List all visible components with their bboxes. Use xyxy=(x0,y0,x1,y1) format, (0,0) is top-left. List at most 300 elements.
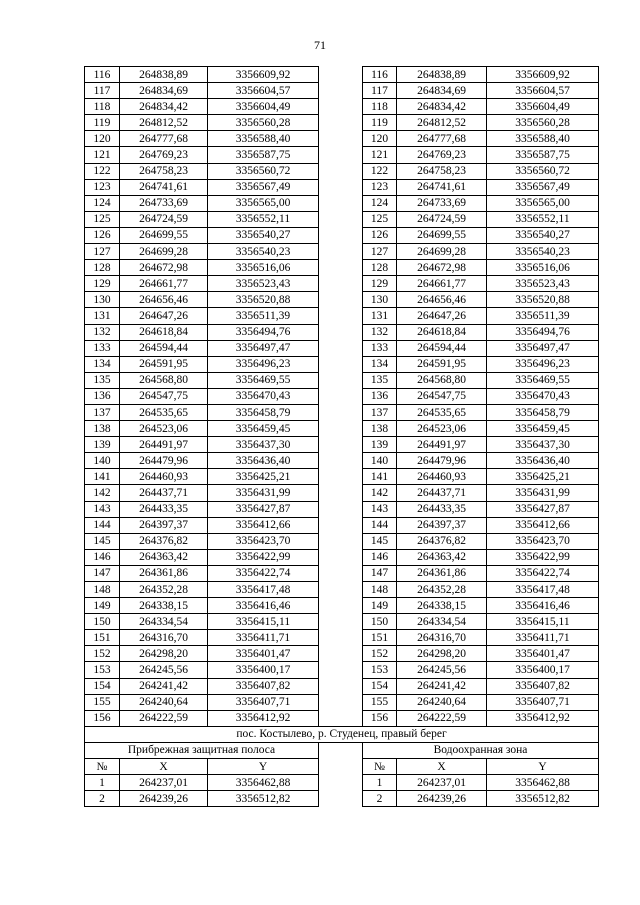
column-gap xyxy=(319,421,363,437)
column-gap xyxy=(319,565,363,581)
column-gap xyxy=(319,67,363,83)
table-row xyxy=(85,292,599,308)
table-row xyxy=(85,678,599,694)
left-x-value: 264245,56 xyxy=(120,662,208,678)
right-x-value: 264460,93 xyxy=(397,469,487,485)
left-point-number: 141 xyxy=(85,469,120,485)
left-point-number: 127 xyxy=(85,244,120,260)
right-point-number: 152 xyxy=(363,646,397,662)
right-x-value: 264834,69 xyxy=(397,83,487,99)
left-y-value: 3356540,23 xyxy=(208,244,319,260)
left-x-value: 264834,69 xyxy=(120,83,208,99)
column-gap xyxy=(319,742,363,758)
right-x-value: 264661,77 xyxy=(397,276,487,292)
table-row xyxy=(85,244,599,260)
right-y-value: 3356427,87 xyxy=(487,501,599,517)
column-gap xyxy=(319,582,363,598)
right-y-value: 3356415,11 xyxy=(487,614,599,630)
left-x-value: 264647,26 xyxy=(120,308,208,324)
right-x-value: 264568,80 xyxy=(397,372,487,388)
right-x-value: 264316,70 xyxy=(397,630,487,646)
left-x-value: 264338,15 xyxy=(120,598,208,614)
table-row xyxy=(85,83,599,99)
right-point-number: 135 xyxy=(363,372,397,388)
right-x-value: 264733,69 xyxy=(397,195,487,211)
left-x-value: 264777,68 xyxy=(120,131,208,147)
column-gap xyxy=(319,227,363,243)
table-row xyxy=(85,260,599,276)
right-x-value: 264222,59 xyxy=(397,710,487,726)
right-header-number: № xyxy=(363,759,397,775)
right-point-number: 147 xyxy=(363,565,397,581)
left-point-number: 142 xyxy=(85,485,120,501)
right-point-number: 133 xyxy=(363,340,397,356)
left-y-value: 3356462,88 xyxy=(208,775,319,791)
right-point-number: 144 xyxy=(363,517,397,533)
right-point-number: 117 xyxy=(363,83,397,99)
right-y-value: 3356604,57 xyxy=(487,83,599,99)
left-y-value: 3356567,49 xyxy=(208,179,319,195)
left-y-value: 3356604,49 xyxy=(208,99,319,115)
right-point-number: 134 xyxy=(363,356,397,372)
left-x-value: 264237,01 xyxy=(120,775,208,791)
right-y-value: 3356470,43 xyxy=(487,388,599,404)
column-gap xyxy=(319,533,363,549)
right-x-value: 264656,46 xyxy=(397,292,487,308)
right-y-value: 3356416,46 xyxy=(487,598,599,614)
right-point-number: 154 xyxy=(363,678,397,694)
table-row xyxy=(85,115,599,131)
right-x-value: 264241,42 xyxy=(397,678,487,694)
right-x-value: 264547,75 xyxy=(397,388,487,404)
right-y-value: 3356496,23 xyxy=(487,356,599,372)
right-x-value: 264699,55 xyxy=(397,227,487,243)
left-point-number: 149 xyxy=(85,598,120,614)
column-gap xyxy=(319,276,363,292)
column-gap xyxy=(319,485,363,501)
right-x-value: 264591,95 xyxy=(397,356,487,372)
right-x-value: 264699,28 xyxy=(397,244,487,260)
right-x-value: 264672,98 xyxy=(397,260,487,276)
column-gap xyxy=(319,388,363,404)
column-gap xyxy=(319,437,363,453)
left-x-value: 264363,42 xyxy=(120,549,208,565)
left-header-y: Y xyxy=(208,759,319,775)
left-y-value: 3356417,48 xyxy=(208,582,319,598)
table-row xyxy=(85,388,599,404)
right-point-number: 145 xyxy=(363,533,397,549)
left-y-value: 3356496,23 xyxy=(208,356,319,372)
right-x-value: 264237,01 xyxy=(397,775,487,791)
right-point-number: 123 xyxy=(363,179,397,195)
left-y-value: 3356560,72 xyxy=(208,163,319,179)
column-gap xyxy=(319,292,363,308)
table-row xyxy=(85,372,599,388)
table-row xyxy=(85,99,599,115)
left-point-number: 122 xyxy=(85,163,120,179)
column-gap xyxy=(319,678,363,694)
left-y-value: 3356416,46 xyxy=(208,598,319,614)
table-row xyxy=(85,598,599,614)
left-y-value: 3356425,21 xyxy=(208,469,319,485)
left-y-value: 3356609,92 xyxy=(208,67,319,83)
left-y-value: 3356560,28 xyxy=(208,115,319,131)
left-point-number: 131 xyxy=(85,308,120,324)
left-y-value: 3356587,75 xyxy=(208,147,319,163)
right-x-value: 264647,26 xyxy=(397,308,487,324)
left-y-value: 3356458,79 xyxy=(208,404,319,420)
left-y-value: 3356427,87 xyxy=(208,501,319,517)
left-x-value: 264724,59 xyxy=(120,211,208,227)
table-row xyxy=(85,453,599,469)
right-point-number: 149 xyxy=(363,598,397,614)
left-point-number: 136 xyxy=(85,388,120,404)
column-gap xyxy=(319,83,363,99)
column-gap xyxy=(319,630,363,646)
column-gap xyxy=(319,356,363,372)
left-y-value: 3356412,66 xyxy=(208,517,319,533)
table-row xyxy=(85,775,599,791)
right-y-value: 3356412,66 xyxy=(487,517,599,533)
left-point-number: 153 xyxy=(85,662,120,678)
table-row xyxy=(85,614,599,630)
table-row xyxy=(85,131,599,147)
left-y-value: 3356412,92 xyxy=(208,710,319,726)
left-point-number: 140 xyxy=(85,453,120,469)
left-x-value: 264594,44 xyxy=(120,340,208,356)
left-y-value: 3356436,40 xyxy=(208,453,319,469)
table-row xyxy=(85,211,599,227)
right-y-value: 3356565,00 xyxy=(487,195,599,211)
left-x-value: 264568,80 xyxy=(120,372,208,388)
right-y-value: 3356431,99 xyxy=(487,485,599,501)
right-x-value: 264363,42 xyxy=(397,549,487,565)
column-gap xyxy=(319,115,363,131)
right-x-value: 264433,35 xyxy=(397,501,487,517)
left-x-value: 264535,65 xyxy=(120,404,208,420)
table-row xyxy=(85,565,599,581)
right-point-number: 118 xyxy=(363,99,397,115)
right-point-number: 129 xyxy=(363,276,397,292)
right-point-number: 124 xyxy=(363,195,397,211)
left-point-number: 143 xyxy=(85,501,120,517)
column-gap xyxy=(319,99,363,115)
right-y-value: 3356407,71 xyxy=(487,694,599,710)
column-gap xyxy=(319,710,363,726)
table-row xyxy=(85,485,599,501)
right-point-number: 125 xyxy=(363,211,397,227)
column-gap xyxy=(319,469,363,485)
right-x-value: 264741,61 xyxy=(397,179,487,195)
right-y-value: 3356494,76 xyxy=(487,324,599,340)
right-y-value: 3356437,30 xyxy=(487,437,599,453)
left-x-value: 264834,42 xyxy=(120,99,208,115)
left-y-value: 3356407,71 xyxy=(208,694,319,710)
left-point-number: 119 xyxy=(85,115,120,131)
right-x-value: 264523,06 xyxy=(397,421,487,437)
table-row xyxy=(85,501,599,517)
left-point-number: 126 xyxy=(85,227,120,243)
right-point-number: 151 xyxy=(363,630,397,646)
left-point-number: 148 xyxy=(85,582,120,598)
right-y-value: 3356417,48 xyxy=(487,582,599,598)
right-y-value: 3356512,82 xyxy=(487,791,599,807)
left-y-value: 3356422,99 xyxy=(208,549,319,565)
left-y-value: 3356423,70 xyxy=(208,533,319,549)
right-point-number: 140 xyxy=(363,453,397,469)
left-point-number: 147 xyxy=(85,565,120,581)
left-y-value: 3356523,43 xyxy=(208,276,319,292)
right-point-number: 150 xyxy=(363,614,397,630)
column-gap xyxy=(319,694,363,710)
right-y-value: 3356523,43 xyxy=(487,276,599,292)
left-point-number: 151 xyxy=(85,630,120,646)
left-y-value: 3356512,82 xyxy=(208,791,319,807)
right-point-number: 130 xyxy=(363,292,397,308)
left-point-number: 139 xyxy=(85,437,120,453)
right-point-number: 120 xyxy=(363,131,397,147)
left-x-value: 264376,82 xyxy=(120,533,208,549)
left-point-number: 116 xyxy=(85,67,120,83)
table-row xyxy=(85,276,599,292)
right-y-value: 3356462,88 xyxy=(487,775,599,791)
table-row xyxy=(85,694,599,710)
left-x-value: 264547,75 xyxy=(120,388,208,404)
left-y-value: 3356470,43 xyxy=(208,388,319,404)
left-point-number: 118 xyxy=(85,99,120,115)
left-point-number: 138 xyxy=(85,421,120,437)
right-y-value: 3356459,45 xyxy=(487,421,599,437)
right-x-value: 264352,28 xyxy=(397,582,487,598)
column-gap xyxy=(319,549,363,565)
left-point-number: 135 xyxy=(85,372,120,388)
column-gap xyxy=(319,646,363,662)
left-y-value: 3356497,47 xyxy=(208,340,319,356)
section-title-row xyxy=(85,726,599,742)
right-point-number: 126 xyxy=(363,227,397,243)
left-y-value: 3356588,40 xyxy=(208,131,319,147)
right-y-value: 3356588,40 xyxy=(487,131,599,147)
right-y-value: 3356609,92 xyxy=(487,67,599,83)
left-x-value: 264741,61 xyxy=(120,179,208,195)
right-y-value: 3356516,06 xyxy=(487,260,599,276)
table-row xyxy=(85,356,599,372)
right-point-number: 128 xyxy=(363,260,397,276)
right-x-value: 264239,26 xyxy=(397,791,487,807)
left-point-number: 134 xyxy=(85,356,120,372)
right-x-value: 264334,54 xyxy=(397,614,487,630)
left-x-value: 264812,52 xyxy=(120,115,208,131)
left-y-value: 3356540,27 xyxy=(208,227,319,243)
right-point-number: 119 xyxy=(363,115,397,131)
right-y-value: 3356436,40 xyxy=(487,453,599,469)
right-x-value: 264376,82 xyxy=(397,533,487,549)
left-point-number: 144 xyxy=(85,517,120,533)
table-row xyxy=(85,791,599,807)
left-x-value: 264591,95 xyxy=(120,356,208,372)
right-y-value: 3356401,47 xyxy=(487,646,599,662)
left-y-value: 3356400,17 xyxy=(208,662,319,678)
table-row xyxy=(85,147,599,163)
right-y-value: 3356400,17 xyxy=(487,662,599,678)
left-point-number: 132 xyxy=(85,324,120,340)
right-y-value: 3356458,79 xyxy=(487,404,599,420)
left-x-value: 264672,98 xyxy=(120,260,208,276)
left-point-number: 137 xyxy=(85,404,120,420)
right-y-value: 3356412,92 xyxy=(487,710,599,726)
left-x-value: 264352,28 xyxy=(120,582,208,598)
left-y-value: 3356411,71 xyxy=(208,630,319,646)
right-point-number: 2 xyxy=(363,791,397,807)
left-point-number: 133 xyxy=(85,340,120,356)
column-gap xyxy=(319,179,363,195)
right-y-value: 3356411,71 xyxy=(487,630,599,646)
column-gap xyxy=(319,211,363,227)
right-point-number: 146 xyxy=(363,549,397,565)
left-y-value: 3356415,11 xyxy=(208,614,319,630)
right-point-number: 142 xyxy=(363,485,397,501)
table-row xyxy=(85,67,599,83)
right-y-value: 3356469,55 xyxy=(487,372,599,388)
left-x-value: 264334,54 xyxy=(120,614,208,630)
right-x-value: 264338,15 xyxy=(397,598,487,614)
page-number: 71 xyxy=(314,38,326,52)
left-y-value: 3356494,76 xyxy=(208,324,319,340)
left-x-value: 264241,42 xyxy=(120,678,208,694)
left-x-value: 264523,06 xyxy=(120,421,208,437)
left-x-value: 264769,23 xyxy=(120,147,208,163)
column-gap xyxy=(319,791,363,807)
left-y-value: 3356604,57 xyxy=(208,83,319,99)
right-point-number: 121 xyxy=(363,147,397,163)
table-row xyxy=(85,404,599,420)
left-x-value: 264298,20 xyxy=(120,646,208,662)
right-y-value: 3356540,27 xyxy=(487,227,599,243)
table-row xyxy=(85,421,599,437)
table-row xyxy=(85,630,599,646)
left-point-number: 124 xyxy=(85,195,120,211)
right-y-value: 3356552,11 xyxy=(487,211,599,227)
left-x-value: 264618,84 xyxy=(120,324,208,340)
right-x-value: 264724,59 xyxy=(397,211,487,227)
column-gap xyxy=(319,260,363,276)
right-y-value: 3356520,88 xyxy=(487,292,599,308)
right-y-value: 3356425,21 xyxy=(487,469,599,485)
left-point-number: 1 xyxy=(85,775,120,791)
right-point-number: 138 xyxy=(363,421,397,437)
left-y-value: 3356469,55 xyxy=(208,372,319,388)
right-point-number: 1 xyxy=(363,775,397,791)
right-x-value: 264834,42 xyxy=(397,99,487,115)
left-y-value: 3356437,30 xyxy=(208,437,319,453)
right-y-value: 3356422,74 xyxy=(487,565,599,581)
section-title: пос. Костылево, р. Студенец, правый берег xyxy=(85,726,599,742)
left-point-number: 130 xyxy=(85,292,120,308)
right-zone-title: Водоохранная зона xyxy=(363,742,599,758)
left-x-value: 264397,37 xyxy=(120,517,208,533)
left-point-number: 146 xyxy=(85,549,120,565)
left-x-value: 264222,59 xyxy=(120,710,208,726)
column-gap xyxy=(319,147,363,163)
right-point-number: 141 xyxy=(363,469,397,485)
column-gap xyxy=(319,662,363,678)
left-point-number: 125 xyxy=(85,211,120,227)
left-y-value: 3356431,99 xyxy=(208,485,319,501)
right-point-number: 155 xyxy=(363,694,397,710)
right-y-value: 3356567,49 xyxy=(487,179,599,195)
right-y-value: 3356604,49 xyxy=(487,99,599,115)
left-point-number: 123 xyxy=(85,179,120,195)
table-row xyxy=(85,582,599,598)
column-gap xyxy=(319,759,363,775)
left-x-value: 264437,71 xyxy=(120,485,208,501)
column-gap xyxy=(319,598,363,614)
coordinates-table xyxy=(84,66,599,807)
right-x-value: 264240,64 xyxy=(397,694,487,710)
left-point-number: 121 xyxy=(85,147,120,163)
left-y-value: 3356422,74 xyxy=(208,565,319,581)
left-x-value: 264433,35 xyxy=(120,501,208,517)
zone-title-row xyxy=(85,742,599,758)
left-point-number: 128 xyxy=(85,260,120,276)
left-zone-title: Прибрежная защитная полоса xyxy=(85,742,319,758)
table-row xyxy=(85,662,599,678)
left-x-value: 264661,77 xyxy=(120,276,208,292)
right-x-value: 264594,44 xyxy=(397,340,487,356)
column-gap xyxy=(319,372,363,388)
left-y-value: 3356552,11 xyxy=(208,211,319,227)
left-point-number: 2 xyxy=(85,791,120,807)
table-row xyxy=(85,533,599,549)
column-gap xyxy=(319,775,363,791)
table-row xyxy=(85,324,599,340)
table-row xyxy=(85,646,599,662)
table-row xyxy=(85,549,599,565)
right-x-value: 264777,68 xyxy=(397,131,487,147)
column-gap xyxy=(319,404,363,420)
table-row xyxy=(85,163,599,179)
column-gap xyxy=(319,308,363,324)
table-row xyxy=(85,308,599,324)
right-point-number: 148 xyxy=(363,582,397,598)
right-y-value: 3356587,75 xyxy=(487,147,599,163)
right-x-value: 264361,86 xyxy=(397,565,487,581)
right-x-value: 264535,65 xyxy=(397,404,487,420)
right-point-number: 143 xyxy=(363,501,397,517)
column-gap xyxy=(319,131,363,147)
table-row xyxy=(85,195,599,211)
left-x-value: 264699,28 xyxy=(120,244,208,260)
right-point-number: 156 xyxy=(363,710,397,726)
right-x-value: 264298,20 xyxy=(397,646,487,662)
right-x-value: 264838,89 xyxy=(397,67,487,83)
left-x-value: 264316,70 xyxy=(120,630,208,646)
left-x-value: 264239,26 xyxy=(120,791,208,807)
right-point-number: 131 xyxy=(363,308,397,324)
right-point-number: 127 xyxy=(363,244,397,260)
left-y-value: 3356401,47 xyxy=(208,646,319,662)
right-y-value: 3356540,23 xyxy=(487,244,599,260)
left-x-value: 264656,46 xyxy=(120,292,208,308)
left-point-number: 129 xyxy=(85,276,120,292)
column-gap xyxy=(319,324,363,340)
right-header-y: Y xyxy=(487,759,599,775)
left-point-number: 117 xyxy=(85,83,120,99)
left-y-value: 3356459,45 xyxy=(208,421,319,437)
right-y-value: 3356407,82 xyxy=(487,678,599,694)
right-x-value: 264769,23 xyxy=(397,147,487,163)
right-x-value: 264491,97 xyxy=(397,437,487,453)
